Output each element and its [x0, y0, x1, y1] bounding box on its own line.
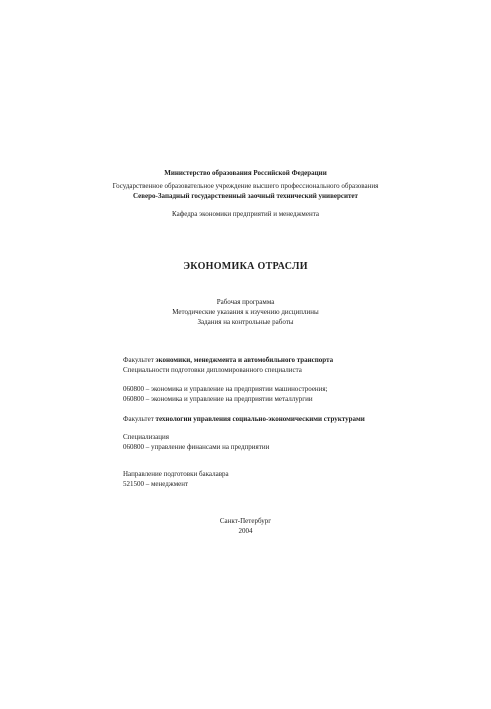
bachelor-direction: 521500 – менеджмент — [123, 480, 189, 488]
faculty2-line — [123, 415, 365, 424]
subtitle-work-program: Рабочая программа — [216, 298, 275, 306]
footer-year: 2004 — [238, 527, 253, 535]
subtitle-guidelines: Методические указания к изучению дисциплины — [172, 308, 319, 316]
bachelor-heading: Направление подготовки бакалавра — [123, 470, 229, 478]
faculty1-specialty-1: 060800 – экономика и управление на предприятии машиностроения; — [123, 385, 328, 393]
faculty1-prefix: Факультет — [123, 356, 156, 364]
institution-type-line: Государственное образовательное учреждение высшего профессионального образования — [112, 182, 379, 190]
faculty2-prefix: Факультет — [123, 415, 156, 423]
faculty1-specialties-heading: Специальности подготовки дипломированного специалиста — [123, 366, 302, 374]
ministry-line: Министерство образования Российской Федерации — [164, 169, 327, 177]
faculty2-specialization: 060800 – управление финансами на предприятии — [123, 443, 270, 451]
faculty1-name: экономики, менеджмента и автомобильного транспорта — [155, 356, 334, 364]
footer-city: Санкт-Петербург — [219, 517, 272, 525]
department-name: Кафедра экономики предприятий и менеджмента — [172, 210, 319, 218]
subtitle-assignments: Задания на контрольные работы — [197, 318, 294, 326]
faculty1-line — [123, 356, 333, 365]
university-name: Северо-Западный государственный заочный технический университет — [133, 192, 358, 200]
document-title: ЭКОНОМИКА ОТРАСЛИ — [183, 261, 308, 272]
faculty2-specialization-heading: Специализация — [123, 433, 170, 441]
faculty2-name: технологии управления социально-экономическими структурами — [155, 415, 365, 423]
faculty1-specialty-2: 060800 – экономика и управление на предприятии металлургии — [123, 395, 313, 403]
